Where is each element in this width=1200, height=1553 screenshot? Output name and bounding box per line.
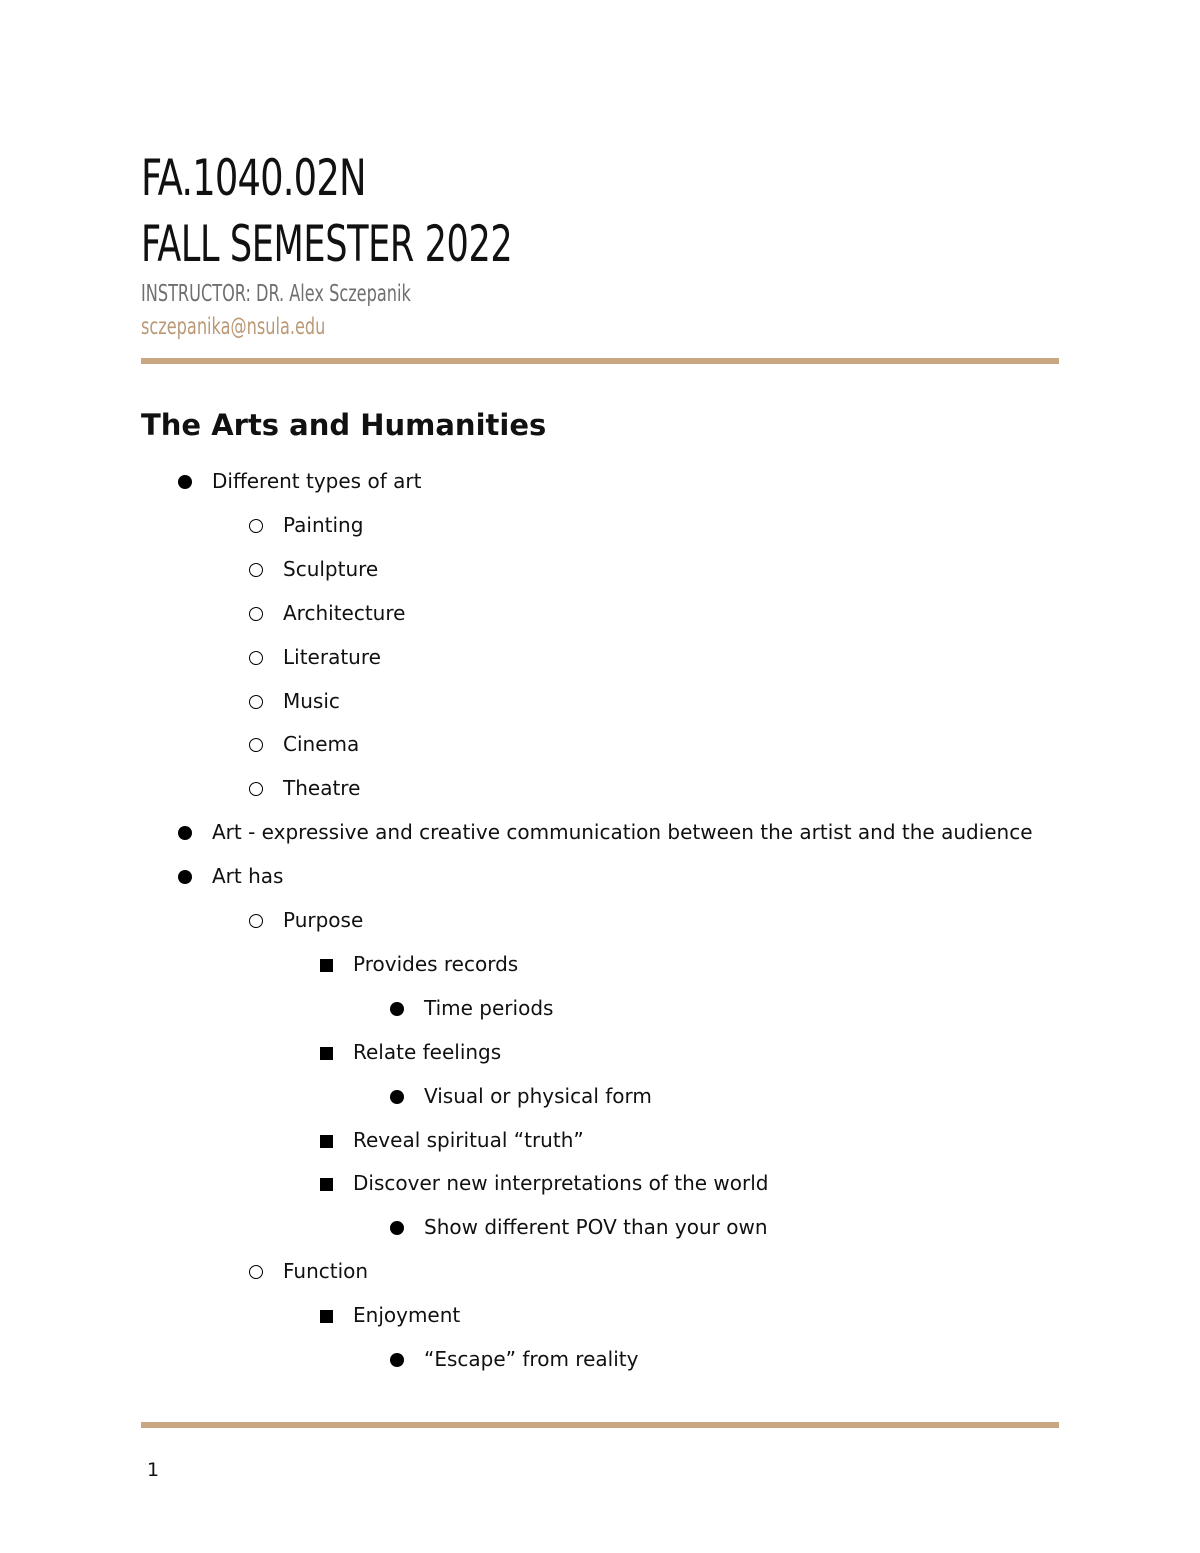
list-item-text: Function [283,1259,369,1283]
circle-bullet-icon [241,686,271,716]
circle-bullet-icon [241,598,271,628]
list-item-text: Enjoyment [353,1303,461,1327]
section-title: The Arts and Humanities [141,408,547,442]
list-item-text: Relate feelings [353,1040,502,1064]
disc-bullet-icon [382,1344,412,1374]
list-item-text: Music [283,689,340,713]
disc-bullet-icon [170,817,200,847]
square-bullet-icon [311,1300,341,1330]
list-item-text: Discover new interpretations of the world [353,1171,769,1195]
footer-divider [141,1422,1059,1428]
circle-bullet-icon [241,1256,271,1286]
circle-bullet-icon [241,773,271,803]
list-item-text: Provides records [353,952,519,976]
instructor-email: sczepanika@nsula.edu [141,314,326,340]
list-item-text: Art - expressive and creative communication between the artist and the audience [212,820,1033,844]
square-bullet-icon [311,1168,341,1198]
circle-bullet-icon [241,642,271,672]
list-item-text: Show different POV than your own [424,1215,768,1239]
list-item-text: Theatre [283,776,361,800]
disc-bullet-icon [382,993,412,1023]
list-item-text: Visual or physical form [424,1084,652,1108]
disc-bullet-icon [382,1212,412,1242]
list-item-text: “Escape” from reality [424,1347,639,1371]
disc-bullet-icon [170,466,200,496]
disc-bullet-icon [170,861,200,891]
circle-bullet-icon [241,905,271,935]
list-item-text: Purpose [283,908,364,932]
square-bullet-icon [311,1125,341,1155]
square-bullet-icon [311,949,341,979]
instructor-name: INSTRUCTOR: DR. Alex Sczepanik [141,281,411,307]
list-item-text: Cinema [283,732,360,756]
square-bullet-icon [311,1037,341,1067]
list-item-text: Different types of art [212,469,422,493]
circle-bullet-icon [241,554,271,584]
page-number: 1 [147,1459,160,1481]
list-item-text: Time periods [424,996,554,1020]
list-item-text: Reveal spiritual “truth” [353,1128,584,1152]
list-item-text: Literature [283,645,381,669]
course-code: FA.1040.02N [141,149,366,207]
list-item-text: Sculpture [283,557,379,581]
circle-bullet-icon [241,510,271,540]
disc-bullet-icon [382,1081,412,1111]
list-item-text: Painting [283,513,364,537]
semester-title: FALL SEMESTER 2022 [141,215,513,273]
circle-bullet-icon [241,729,271,759]
list-item-text: Architecture [283,601,406,625]
list-item-text: Art has [212,864,284,888]
